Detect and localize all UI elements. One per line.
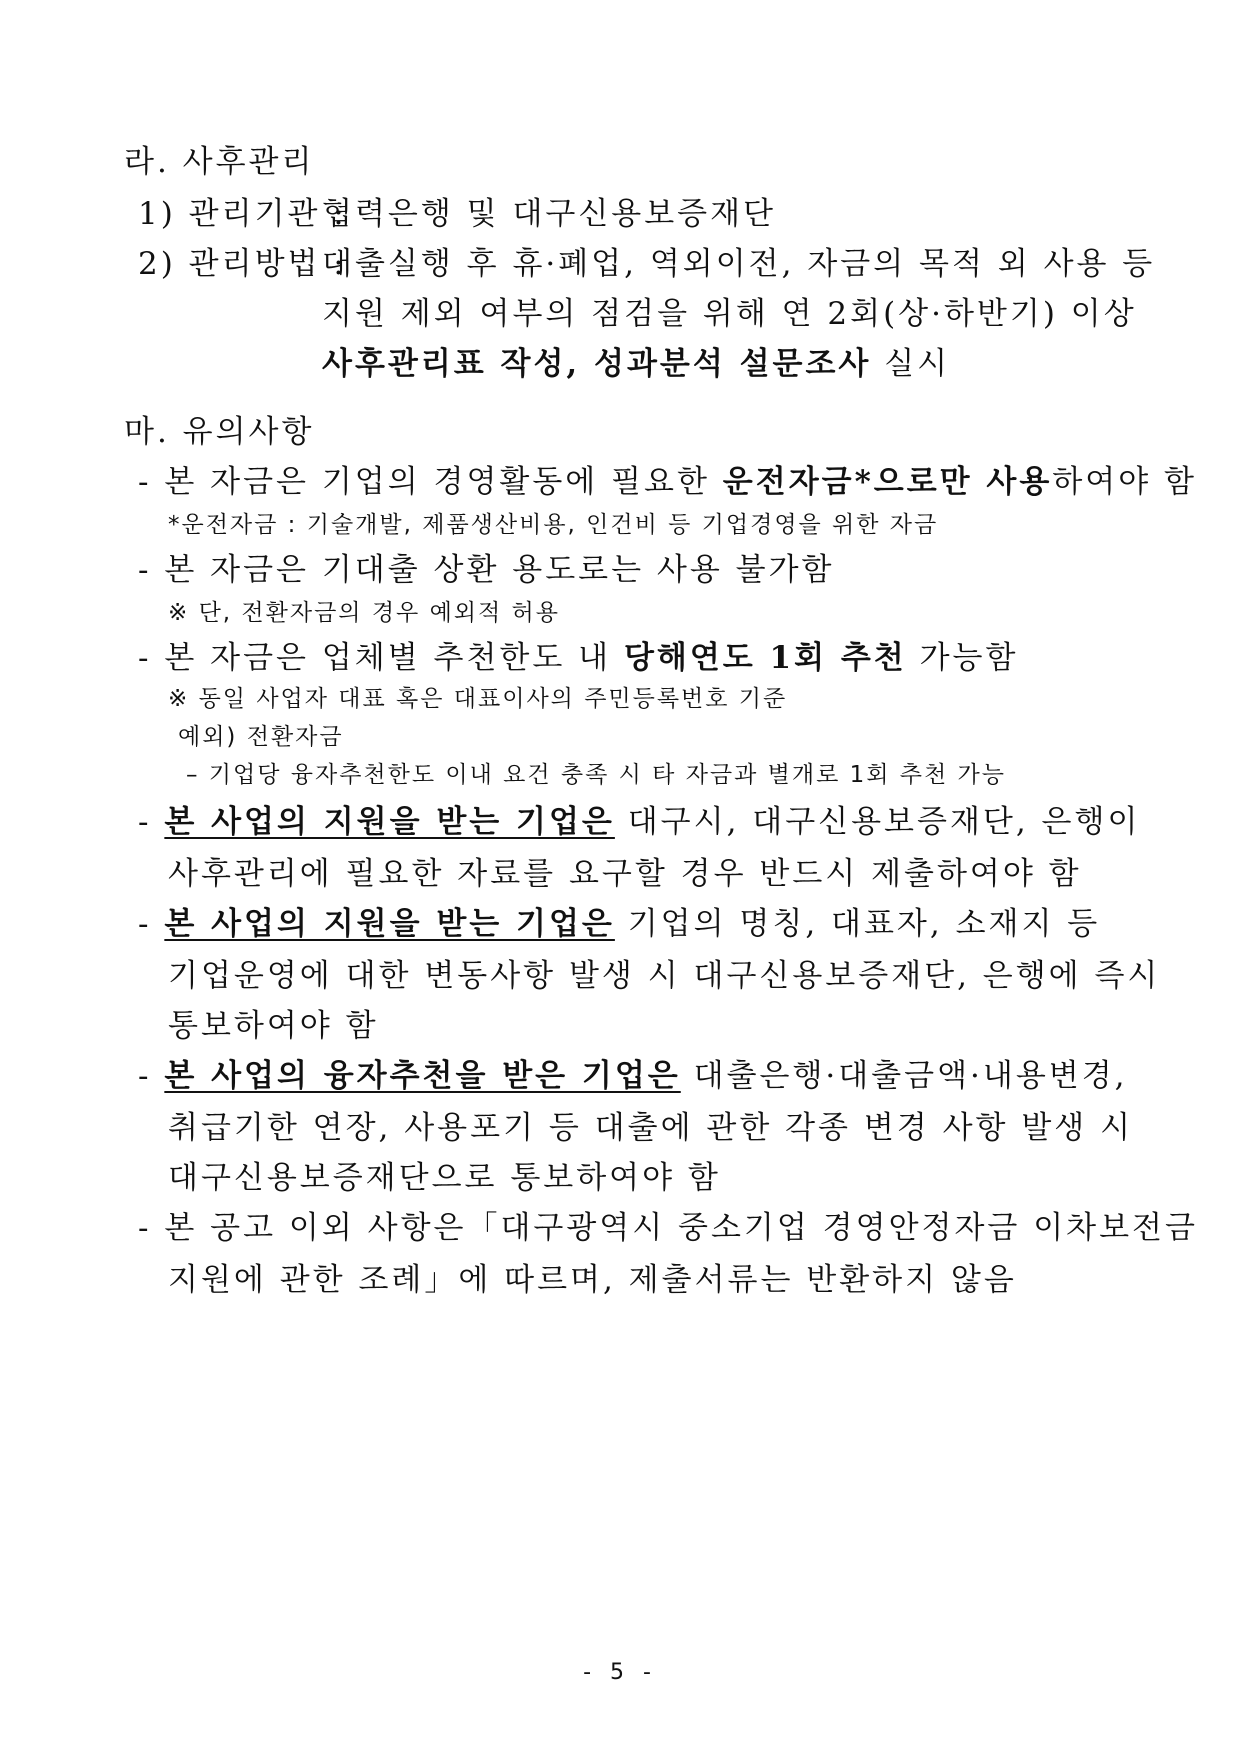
bullet-3-pre: - 본 자금은 업체별 추천한도 내 (138, 640, 624, 676)
bullet-4-dash: - (138, 804, 165, 840)
bullet-2-note: ※ 단, 전환자금의 경우 예외적 허용 (168, 600, 560, 626)
bullet-5 (138, 904, 1101, 944)
item1-label: 1) 관리기관 : (138, 196, 347, 232)
bullet-1-pre: - 본 자금은 기업의 경영활동에 필요한 (138, 464, 723, 500)
bullet-6-bold: 본 사업의 융자추천을 받은 기업은 (164, 1058, 681, 1094)
bullet-6-rest: 대출은행·대출금액·내용변경, (680, 1058, 1128, 1094)
bullet-5-rest: 기업의 명칭, 대표자, 소재지 등 (614, 906, 1101, 942)
section-heading-ra: 라. 사후관리 (124, 144, 315, 180)
bullet-6 (138, 1056, 1128, 1096)
bullet-4-line2: 사후관리에 필요한 자료를 요구할 경우 반드시 제출하여야 함 (168, 856, 1082, 892)
item2-line2: 지원 제외 여부의 점검을 위해 연 2회(상·하반기) 이상 (322, 296, 1137, 332)
bullet-3-note-3: – 기업당 융자추천한도 이내 요건 충족 시 타 자금과 별개로 1회 추천 가능 (186, 762, 1006, 788)
bullet-2: - 본 자금은 기대출 상환 용도로는 사용 불가함 (138, 552, 835, 588)
bullet-4-rest: 대구시, 대구신용보증재단, 은행이 (614, 804, 1141, 840)
bullet-3-note-2: 예외) 전환자금 (178, 724, 344, 750)
bullet-1 (138, 462, 1197, 502)
bullet-1-note: *운전자금 : 기술개발, 제품생산비용, 인건비 등 기업경영을 위한 자금 (168, 512, 939, 538)
bullet-5-dash: - (138, 906, 165, 942)
bullet-5-line2: 기업운영에 대한 변동사항 발생 시 대구신용보증재단, 은행에 즉시 (168, 958, 1161, 994)
bullet-7-line2: 지원에 관한 조례」에 따르며, 제출서류는 반환하지 않음 (168, 1262, 1017, 1298)
bullet-3 (138, 638, 1018, 678)
bullet-3-post: 가능함 (906, 640, 1019, 676)
bullet-4-bold: 본 사업의 지원을 받는 기업은 (164, 804, 615, 840)
bullet-5-line3: 통보하여야 함 (168, 1008, 379, 1044)
item2-line3-bold: 사후관리표 작성, 성과분석 설문조사 (322, 346, 872, 382)
item2-line3 (322, 344, 950, 384)
bullet-3-note-1: ※ 동일 사업자 대표 혹은 대표이사의 주민등록번호 기준 (168, 686, 788, 712)
section-heading-ma: 마. 유의사항 (124, 414, 315, 450)
bullet-6-line3: 대구신용보증재단으로 통보하여야 함 (168, 1160, 721, 1196)
bullet-4 (138, 802, 1141, 842)
page-number: - 5 - (583, 1660, 657, 1685)
bullet-1-bold: 운전자금*으로만 사용 (722, 464, 1053, 500)
item2-line1: 대출실행 후 휴·폐업, 역외이전, 자금의 목적 외 사용 등 (322, 246, 1156, 282)
bullet-3-bold: 당해연도 1회 추천 (623, 640, 907, 676)
bullet-6-dash: - (138, 1058, 165, 1094)
item2-line3-rest: 실시 (871, 346, 951, 382)
item2-label: 2) 관리방법 : (138, 246, 347, 282)
bullet-1-post: 하여야 함 (1052, 464, 1197, 500)
bullet-7-line1: - 본 공고 이외 사항은「대구광역시 중소기업 경영안정자금 이차보전금 (138, 1210, 1198, 1246)
item1-text: 협력은행 및 대구신용보증재단 (322, 196, 777, 232)
bullet-6-line2: 취급기한 연장, 사용포기 등 대출에 관한 각종 변경 사항 발생 시 (168, 1110, 1134, 1146)
bullet-5-bold: 본 사업의 지원을 받는 기업은 (164, 906, 615, 942)
